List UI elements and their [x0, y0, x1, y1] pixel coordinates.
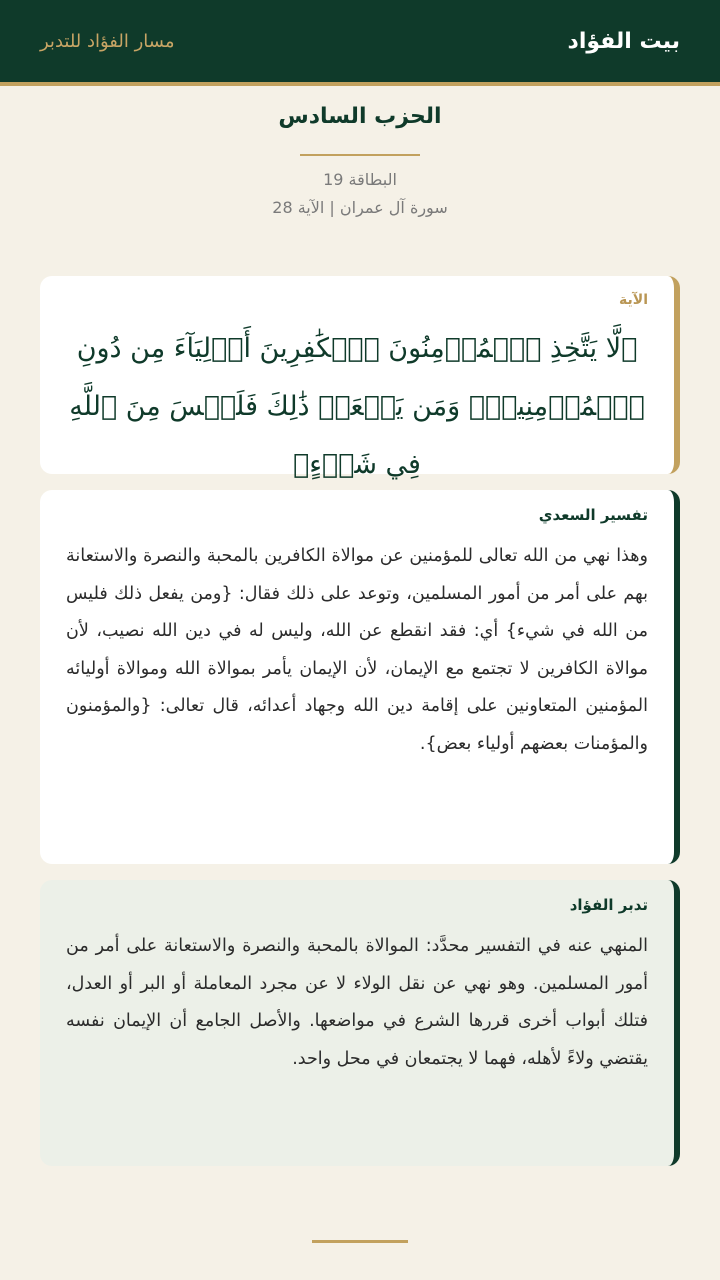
title-divider: [300, 154, 420, 156]
ayah-card-label: الآية: [619, 292, 648, 308]
ayah-text: ﴿لَّا يَتَّخِذِ ٱلۡمُؤۡمِنُونَ ٱلۡكَٰفِرِينَ أَوۡلِيَآءَ مِن دُونِ ٱلۡمُؤۡمِنِينَۖ وَمَن يَفۡعَلۡ ذَٰلِكَ فَلَيۡسَ مِنَ ٱللَّهِ فِي شَيۡءٍ﴾: [69, 333, 645, 480]
hizb-title: الحزب السادس: [278, 104, 442, 129]
tadabbur-text: المنهي عنه في التفسير محدَّد: الموالاة بالمحبة والنصرة والاستعانة على أمر من أمور المسلمين. وهو نهي عن نقل الولاء لا عن مجرد المعاملة أو البر أو العدل، فتلك أبواب أخرى قررها الشرع في مواضعها. والأصل الجامع أن الإيمان نفسه يقتضي ولاءً لأهله، فهما لا يجتمعان في محل واحد.: [66, 936, 648, 1069]
tadabbur-card: [40, 880, 680, 1166]
ayah-card: [40, 276, 680, 480]
app-header: [0, 0, 720, 86]
tafsir-card-label: تفسير السعدي: [538, 506, 648, 524]
tadabbur-card-label: تدبر الفؤاد: [569, 896, 648, 914]
surah-reference: سورة آل عمران | الآية 28: [272, 198, 448, 217]
bottom-divider: [312, 1240, 408, 1243]
tafsir-text: وهذا نهي من الله تعالى للمؤمنين عن موالاة الكافرين بالمحبة والنصرة والاستعانة بهم على أمر من أمور المسلمين، وتوعد على ذلك فقال: {ومن يفعل ذلك فليس من الله في شيء} أي: فقد انقطع عن الله، وليس له في دين الله نصيب، لأن موالاة الكافرين لا تجتمع مع الإيمان، لأن الإيمان يأمر بموالاة الله وموالاة أوليائه المؤمنين المتعاونين على إقامة دين الله وجهاد أعدائه، قال تعالى: {والمؤمنون والمؤمنات بعضهم أولياء بعض}.: [66, 546, 648, 754]
card-number: البطاقة 19: [323, 170, 397, 189]
app-title: بيت الفؤاد: [567, 28, 680, 54]
tadabbur-path-link[interactable]: مسار الفؤاد للتدبر: [40, 30, 175, 52]
tafsir-card: [40, 490, 680, 864]
